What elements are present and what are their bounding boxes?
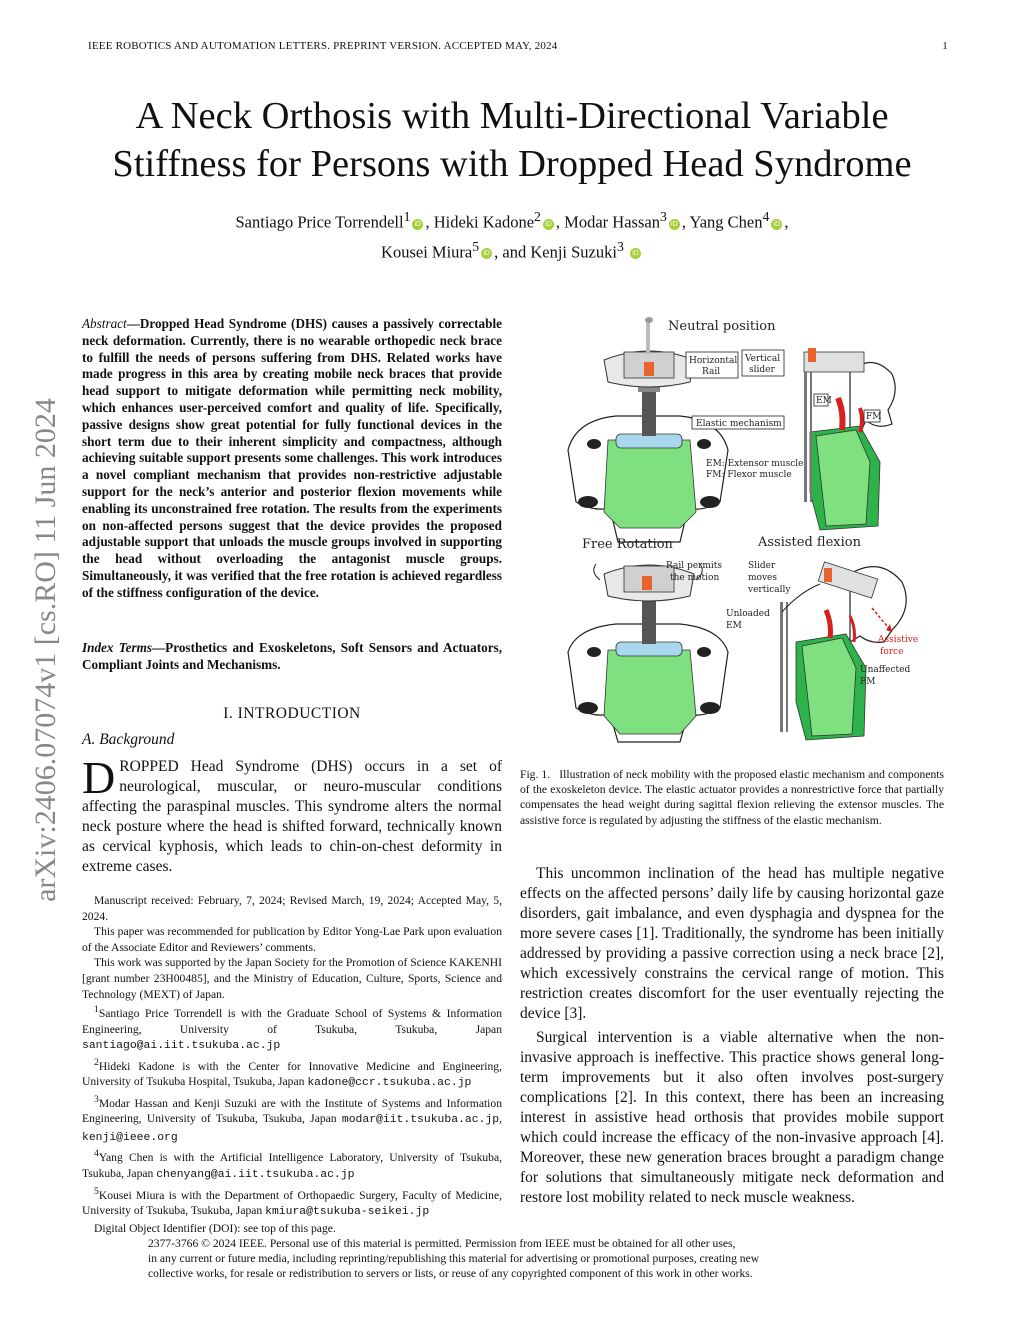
figure-1 <box>520 312 944 748</box>
label-slider-word: Slider <box>748 561 776 571</box>
email-link[interactable]: kenji@ieee.org <box>82 1131 178 1144</box>
subsection-heading: A. Background <box>82 731 175 748</box>
label-assisted-flexion: Assisted flexion <box>758 535 861 550</box>
front-view-neutral <box>568 317 728 542</box>
footnote-received: Manuscript received: February, 7, 2024; Revised March, 19, 2024; Accepted May, 5, 2024. <box>82 894 502 923</box>
title-line-1: A Neck Orthosis with Multi-Directional Variable <box>135 95 889 137</box>
orcid-icon[interactable]: iD <box>412 219 423 230</box>
author-name: Kousei Miura <box>381 242 473 261</box>
label-unloaded: Unloaded <box>726 609 770 619</box>
abstract <box>82 316 502 602</box>
author-name: Kenji Suzuki <box>530 242 617 261</box>
caption-label: Fig. 1. <box>520 768 551 781</box>
legend-em: EM: Extensor muscle <box>706 459 804 469</box>
legend-fm: FM: Flexor muscle <box>706 470 792 480</box>
label-vertically: vertically <box>748 585 791 595</box>
label-neutral-position: Neutral position <box>668 319 776 334</box>
affiliation-mark: 3 <box>659 209 667 224</box>
arxiv-id: arXiv:2406.07074v1 [cs.RO] 11 Jun 2024 <box>29 398 62 902</box>
label-vertical: Vertical <box>745 354 781 364</box>
title-line-2: Stiffness for Persons with Dropped Head Syndrome <box>112 143 912 185</box>
email-link[interactable]: modar@iit.tsukuba.ac.jp <box>341 1114 500 1127</box>
affiliation-mark: 3 <box>616 238 624 254</box>
paragraph: This uncommon inclination of the head has multiple negative effects on the affected persons’ daily life by causing horizontal gaze disorders, gait imbalance, and even dysphagia and dyspnea for the more severe cases [1]. Traditionally, the syndrome has been initially addressed by providing a passive correction using a neck brace [2], which excessively constrains the cervical range of motion. This restriction creates discomfort for the user eventually rejecting the device [3]. <box>520 865 944 1022</box>
abstract-text: —Dropped Head Syndrome (DHS) causes a passively correctable neck deformation. Currently, there is no wearable orthopedic neck brace to fulfill the needs of persons suffering from DHS. Related works have made progress in this area by creating mobile neck braces that provide head support to mitigate deformation while permitting neck mobility, which enhances user-perceived comfort and quality of life. Specifically, passive designs show great potential for fully functional devices in the short term due to their inherent simplicity and compactness, although achieving suitable support presents some challenges. This work introduces a novel compliant mechanism that provides non-restrictive adjustable support for the neck’s anterior and posterior flexion movements while enabling its unconstrained free rotation. The results from the experiments on non-affected persons suggest that the device provides the proposed adjustable support that unloads the muscle groups involved in supporting the head without overloading the antagonist muscle groups. Simultaneously, it was verified that the free rotation is achieved regardless of the stiffness configuration of the device. <box>82 316 502 600</box>
author-name: Modar Hassan <box>564 212 660 232</box>
label-horizontal: Horizontal <box>689 356 738 366</box>
intro-text: ROPPED Head Syndrome (DHS) occurs in a set of neurological, muscular, or neuro-muscular conditions affecting the paraspinal muscles. This syndrome alters the normal neck posture where the head is shifted forward, technically known as cervical kyphosis, which leads to chin-on-chest deformity in extreme cases. <box>82 758 502 875</box>
arxiv-stamp <box>6 350 86 950</box>
index-terms <box>82 640 502 674</box>
journal-name: IEEE ROBOTICS AND AUTOMATION LETTERS. PREPRINT VERSION. ACCEPTED MAY, 2024 <box>88 40 558 52</box>
orcid-icon[interactable]: iD <box>669 219 680 230</box>
orcid-icon[interactable]: iD <box>771 219 782 230</box>
label-rail: Rail <box>702 367 721 377</box>
label-unaffected: Unaffected <box>860 665 911 675</box>
label-elastic-mechanism: Elastic mechanism <box>696 419 782 429</box>
copyright-line-1: 2377-3766 © 2024 IEEE. Personal use of this material is permitted. Permission from IEEE must be obtained for all other uses, <box>148 1237 736 1250</box>
orcid-icon[interactable]: iD <box>481 248 492 259</box>
label-fm: FM <box>866 412 882 422</box>
body-right-column <box>520 864 944 1208</box>
orcid-icon[interactable]: iD <box>630 248 641 259</box>
figure-caption <box>520 767 944 828</box>
label-unloaded-em: EM <box>726 621 742 631</box>
paragraph: Surgical intervention is a viable alternative when the non-invasive approach is ineffective. This practice shows general long-term improvements but it also often involves post-surgery complications [2]. In this context, there has been an increasing interest in assistive head orthosis that provides mobile support which could increase the efficacy of the non-invasive approach [4]. Moreover, these new generation braces brought a paradigm change for solutions that simultaneously mitigate neck deformation and restore lost mobility related to neck muscle weakness. <box>520 1029 944 1206</box>
label-free-rotation: Free Rotation <box>582 537 673 552</box>
email-link[interactable]: kadone@ccr.tsukuba.ac.jp <box>307 1077 472 1090</box>
label-the-motion: the motion <box>670 573 720 583</box>
email-link[interactable]: santiago@ai.iit.tsukuba.ac.jp <box>82 1040 281 1053</box>
abstract-label: Abstract <box>82 316 127 331</box>
footnote-affiliation-2: $^2$Hideki Kadone is with the Center for Innovative Medicine and Engineering, University of Tsukuba Hospital, Tsukuba, Japan kadone@ccr.tsukuba.ac.jp <box>82 1056 502 1090</box>
drop-cap: D <box>82 752 116 803</box>
caption-text: Illustration of neck mobility with the proposed elastic mechanism and components of the exoskeleton device. The elastic actuator provides a nonrestrictive force that partially compensates the head weight during sagittal flexion relieving the extensor muscles. The assistive force is regulated by adjusting the stiffness of the elastic mechanism. <box>520 768 945 827</box>
author-list: Santiago Price Torrendell$^1$ iD , Hideki Kadone$^2$ iD , Modar Hassan$^3$ iD , Yang Chen$^4$ iD , Kousei Miura$^5$ iD , and Kenji Suzuki$^3$ iD <box>235 209 789 261</box>
footnote-affiliation-1: $^1$Santiago Price Torrendell is with the Graduate School of Systems & Information Engineering, University of Tsukuba, Tsukuba, Japan santiago@ai.iit.tsukuba.ac.jp <box>82 1004 502 1053</box>
email-link[interactable]: kmiura@tsukuba-seikei.jp <box>265 1205 430 1218</box>
paper-title <box>60 92 964 188</box>
index-terms-text: —Prosthetics and Exoskeletons, Soft Sensors and Actuators, Compliant Joints and Mechanisms. <box>82 640 502 672</box>
orcid-icon[interactable]: iD <box>543 219 554 230</box>
footnote-affiliation-3: $^3$Modar Hassan and Kenji Suzuki are with the Institute of Systems and Information Engineering, University of Tsukuba, Tsukuba, Japan modar@iit.tsukuba.ac.jp, kenji@ieee.org <box>82 1093 502 1144</box>
footnote-recommended: This paper was recommended for publication by Editor Yong-Lae Park upon evaluation of the Associate Editor and Reviewers’ comments. <box>82 925 502 954</box>
label-assistive: Assistive <box>878 635 919 645</box>
label-em: EM <box>816 396 832 406</box>
author-name: Yang Chen <box>689 212 763 232</box>
copyright-line-2: in any current or future media, including reprinting/republishing this material for advertising or promotional purposes, creating new <box>148 1252 760 1265</box>
affiliation-mark: 5 <box>472 238 480 254</box>
label-slider: slider <box>749 365 775 375</box>
running-head <box>88 40 948 52</box>
front-view-rotation <box>568 564 728 742</box>
author-name: Hideki Kadone <box>433 212 535 232</box>
footnote-doi: Digital Object Identifier (DOI): see top of this page. <box>94 1221 336 1235</box>
footnotes <box>82 893 502 1236</box>
label-force: force <box>880 647 904 657</box>
footnote-affiliation-4: $^4$Yang Chen is with the Artificial Intelligence Laboratory, University of Tsukuba, Tsukuba, Japan chenyang@ai.iit.tsukuba.ac.jp <box>82 1148 502 1181</box>
label-moves: moves <box>748 573 777 583</box>
section-heading: I. INTRODUCTION <box>223 705 361 722</box>
affiliation-mark: 4 <box>762 209 770 224</box>
label-rail-permits: Rail permits <box>666 561 723 571</box>
copyright-line-3: collective works, for resale or redistribution to servers or lists, or reuse of any copyrighted component of this work in other works. <box>148 1267 753 1280</box>
author-name: Santiago Price Torrendell <box>235 212 404 232</box>
footnote-affiliation-5: $^5$Kousei Miura is with the Department of Orthopaedic Surgery, Faculty of Medicine, University of Tsukuba, Tsukuba, Japan kmiura@tsukuba-seikei.jp <box>82 1185 502 1218</box>
affiliation-mark: 1 <box>403 209 411 224</box>
page-number: 1 <box>942 40 948 52</box>
affiliation-mark: 2 <box>534 209 541 224</box>
author-conjunction: and <box>502 242 527 261</box>
email-link[interactable]: chenyang@ai.iit.tsukuba.ac.jp <box>156 1168 355 1181</box>
index-terms-label: Index Terms <box>82 640 152 655</box>
label-unaffected-fm: FM <box>860 677 876 687</box>
footnote-support: This work was supported by the Japan Society for the Promotion of Science KAKENHI [grant number 23H00485], and the Ministry of Education, Culture, Sports, Science and Technology (MEXT) of Japan. <box>82 956 502 1001</box>
intro-paragraph <box>82 752 502 877</box>
side-view-neutral <box>804 348 895 530</box>
copyright-notice <box>148 1236 888 1281</box>
